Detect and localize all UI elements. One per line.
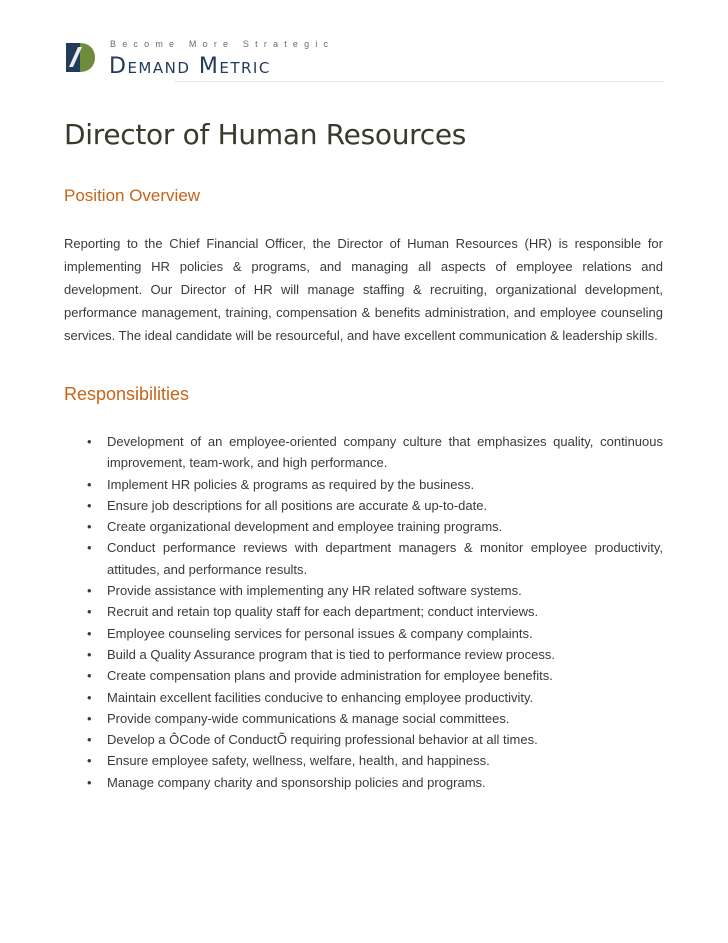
bullet-icon: •: [87, 732, 92, 748]
list-item: [64, 474, 663, 495]
list-item: [64, 665, 663, 686]
list-item: [64, 729, 663, 750]
position-overview-heading: Position Overview: [64, 186, 201, 205]
bullet-icon: •: [87, 625, 92, 641]
list-item-text: Provide assistance with implementing any HR related software systems.: [107, 583, 522, 599]
list-item-text: Employee counseling services for personal issues & company complaints.: [107, 625, 533, 641]
list-item: [64, 580, 663, 601]
list-item-text: Manage company charity and sponsorship policies and programs.: [107, 774, 486, 790]
bullet-icon: •: [87, 774, 92, 790]
brand-tagline: Become More Strategic: [110, 39, 335, 49]
list-item: [64, 623, 663, 644]
bullet-icon: •: [87, 519, 92, 535]
list-item: [64, 644, 663, 665]
bullet-icon: •: [87, 434, 92, 449]
document-title: Director of Human Resources: [64, 118, 467, 151]
header-divider: [174, 81, 664, 82]
page-header: [64, 30, 664, 82]
responsibilities-heading: Responsibilities: [64, 384, 190, 404]
bullet-icon: •: [87, 497, 92, 513]
responsibilities-list: [64, 431, 663, 793]
bullet-icon: •: [87, 583, 92, 599]
bullet-icon: •: [87, 668, 92, 684]
list-item-text: Maintain excellent facilities conducive to enhancing employee productivity.: [107, 689, 534, 705]
list-item-text: Build a Quality Assurance program that is tied to performance review process.: [107, 646, 555, 662]
bullet-icon: •: [87, 646, 92, 662]
list-item: [64, 708, 663, 729]
brand-name: Demand Metric: [109, 54, 271, 79]
bullet-icon: •: [87, 753, 92, 769]
bullet-icon: •: [87, 710, 92, 726]
bullet-icon: •: [87, 476, 92, 492]
list-item-text: Conduct performance reviews with department managers & monitor employee productivity, attitudes, and performance results.: [107, 540, 663, 577]
list-item-text: Develop a ÔCode of ConductÕ requiring professional behavior at all times.: [107, 732, 538, 748]
list-item-text: Development of an employee-oriented company culture that emphasizes quality, continuous improvement, team-work, and high performance.: [107, 434, 663, 471]
list-item-text: Create compensation plans and provide administration for employee benefits.: [107, 668, 553, 684]
demand-metric-logo-icon: [64, 41, 96, 74]
position-overview-text: Reporting to the Chief Financial Officer, the Director of Human Resources (HR) is responsible for implementing HR policies & programs, and managing all aspects of employee relations and development. Our Director of HR will manage staffing & recruiting, organizational development, performance management, training, compensation & benefits administration, and employee counseling services. The ideal candidate will be resourceful, and have excellent communication & leadership skills.: [64, 236, 663, 343]
list-item: [64, 495, 663, 516]
list-item-text: Create organizational development and employee training programs.: [107, 519, 503, 535]
list-item: [64, 537, 663, 580]
list-item: [64, 516, 663, 537]
list-item: [64, 772, 663, 793]
list-item-text: Provide company-wide communications & manage social committees.: [107, 710, 510, 726]
bullet-icon: •: [87, 604, 92, 620]
list-item: [64, 750, 663, 771]
list-item-text: Implement HR policies & programs as required by the business.: [107, 476, 475, 492]
list-item-text: Ensure job descriptions for all positions are accurate & up-to-date.: [107, 497, 488, 513]
list-item: [64, 431, 663, 474]
list-item: [64, 601, 663, 622]
list-item-text: Recruit and retain top quality staff for each department; conduct interviews.: [107, 604, 539, 620]
bullet-icon: •: [87, 540, 92, 556]
list-item-text: Ensure employee safety, wellness, welfare, health, and happiness.: [107, 753, 490, 769]
list-item: [64, 687, 663, 708]
bullet-icon: •: [87, 689, 92, 705]
